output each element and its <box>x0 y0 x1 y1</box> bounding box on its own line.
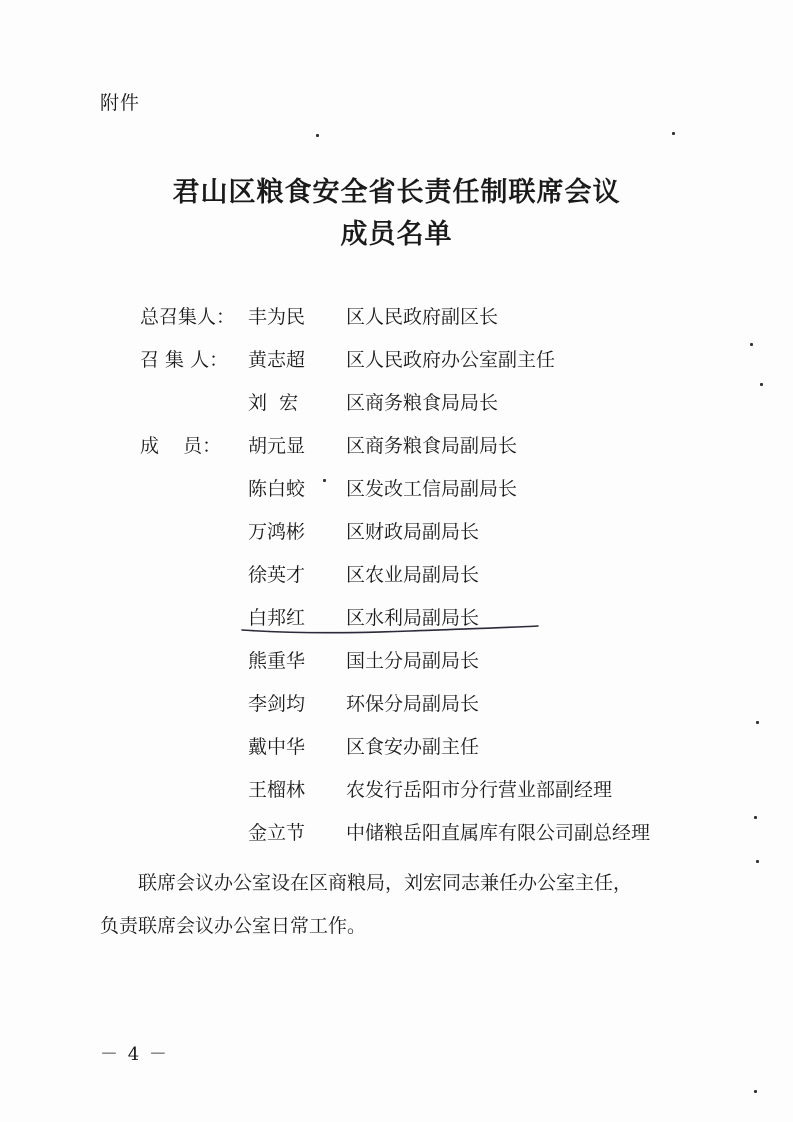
member-office: 农发行岳阳市分行营业部副经理 <box>346 779 613 801</box>
member-row <box>0 515 793 549</box>
document-title: 君山区粮食安全省长责任制联席会议 <box>172 177 621 208</box>
member-name: 熊重华 <box>248 650 306 672</box>
scan-speck <box>323 479 326 482</box>
member-name: 戴中华 <box>248 736 306 758</box>
member-name: 李剑均 <box>248 693 306 715</box>
member-name: 陈白蛟 <box>248 478 306 500</box>
scan-speck <box>760 383 763 386</box>
member-office: 国土分局副局长 <box>346 650 480 672</box>
member-name: 胡元显 <box>248 435 306 457</box>
paragraph-line-1: 联席会议办公室设在区商粮局，刘宏同志兼任办公室主任， <box>138 872 633 894</box>
scan-speck <box>756 721 759 724</box>
member-name: 刘 宏 <box>248 392 299 414</box>
member-name: 丰为民 <box>248 306 306 328</box>
member-row <box>0 429 793 463</box>
scan-speck <box>754 816 757 819</box>
member-role: 成 员： <box>140 435 222 457</box>
member-row <box>0 644 793 678</box>
member-row <box>0 730 793 764</box>
member-office: 区商务粮食局局长 <box>346 392 499 414</box>
member-row <box>0 343 793 377</box>
member-row <box>0 816 793 850</box>
member-name: 金立节 <box>248 822 306 844</box>
handwritten-underline <box>240 618 540 638</box>
member-row <box>0 687 793 721</box>
member-office: 区人民政府办公室副主任 <box>346 349 556 371</box>
scan-speck <box>750 343 753 346</box>
member-role: 总召集人： <box>140 306 236 328</box>
member-row <box>0 300 793 334</box>
member-role: 召 集 人： <box>140 349 229 371</box>
member-office: 区农业局副局长 <box>346 564 480 586</box>
member-row <box>0 773 793 807</box>
member-office: 区水利局副局长 <box>346 607 480 629</box>
member-office: 环保分局副局长 <box>346 693 480 715</box>
page-number: － 4 － <box>100 1044 169 1065</box>
member-office: 区财政局副局长 <box>346 521 480 543</box>
scan-speck <box>754 1090 757 1093</box>
scan-speck <box>756 860 759 863</box>
attachment-label: 附件 <box>100 92 141 114</box>
scan-speck <box>672 132 675 135</box>
member-name: 王榴林 <box>248 779 306 801</box>
member-office: 区发改工信局副局长 <box>346 478 518 500</box>
member-office: 区食安办副主任 <box>346 736 480 758</box>
member-name: 徐英才 <box>248 564 306 586</box>
paragraph-line-2: 负责联席会议办公室日常工作。 <box>100 915 367 937</box>
document-subtitle: 成员名单 <box>340 219 453 250</box>
member-name: 黄志超 <box>248 349 306 371</box>
member-row <box>0 558 793 592</box>
member-name: 白邦红 <box>248 607 306 629</box>
member-office: 区商务粮食局副局长 <box>346 435 518 457</box>
member-office: 中储粮岳阳直属库有限公司副总经理 <box>346 822 651 844</box>
member-name: 万鸿彬 <box>248 521 306 543</box>
scan-speck <box>316 134 319 137</box>
member-office: 区人民政府副区长 <box>346 306 499 328</box>
member-row <box>0 386 793 420</box>
member-row <box>0 472 793 506</box>
